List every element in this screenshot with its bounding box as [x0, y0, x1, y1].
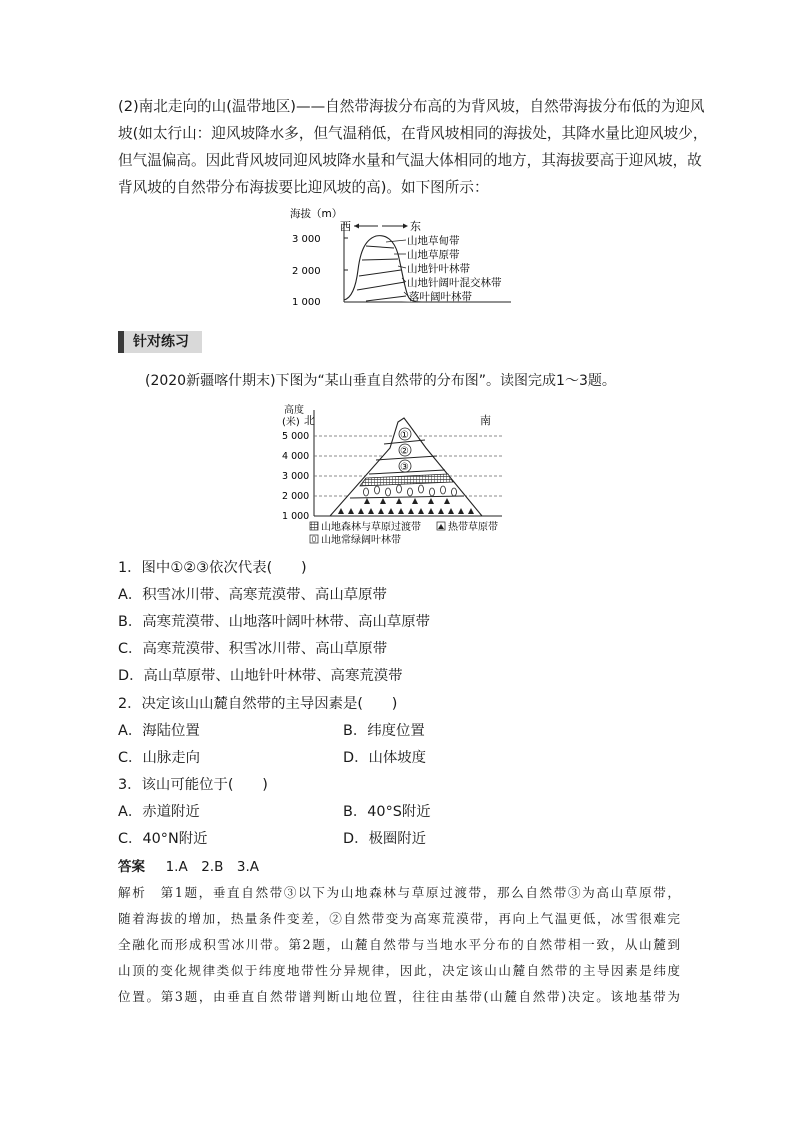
section-header [118, 331, 202, 353]
question-2-option-d: D．山体坡度 [343, 750, 427, 766]
figure1-east-arrowhead [403, 224, 408, 229]
question-3-option-a: A．赤道附近 [118, 804, 200, 820]
intro-paragraph [118, 93, 708, 201]
figure2-south-label: 南 [480, 414, 491, 427]
question-1-stem: 1．图中①②③依次代表( ) [118, 560, 307, 576]
question-intro: (2020新疆喀什期末)下图为“某山垂直自然带的分布图”。读图完成1～3题。 [145, 373, 616, 389]
figure1-zone-label: 山地针阔叶混交林带 [407, 277, 502, 289]
figure1-west-arrowhead [354, 224, 359, 229]
figure1-zone-label: 山地草甸带 [407, 235, 460, 247]
figure1-tick-label: 1 000 [292, 297, 321, 308]
answer-line [118, 857, 259, 877]
question-3-option-c: C．40°N附近 [118, 831, 208, 847]
figure2-tick-label: 4 000 [282, 451, 310, 462]
intro-line: 坡(如太行山：迎风坡降水多，但气温稍低，在背风坡相同的海拔处，其降水量比迎风坡少， [118, 125, 708, 142]
question-3-option-b: B．40°S附近 [343, 804, 431, 820]
figure2-tick-label: 2 000 [282, 491, 310, 502]
legend-label: 山地常绿阔叶林带 [321, 535, 401, 546]
question-3-option-d: D．极圈附近 [343, 831, 427, 847]
figure1-west-label: 西 [340, 220, 351, 233]
solution-line: 全融化而形成积雪冰川带。第2题，山麓自然带与当地水平分布的自然带相一致，从山麓到 [118, 937, 680, 952]
question-2-stem: 2．决定该山山麓自然带的主导因素是( ) [118, 696, 398, 712]
figure1-ylabel: 海拔（m） [290, 208, 343, 220]
section-header-bar [118, 331, 124, 353]
question-2-option-a: A．海陆位置 [118, 723, 200, 739]
answer-text: 1.A 2.B 3.A [165, 859, 259, 875]
question-1-option-d: D．高山草原带、山地针叶林带、高寒荒漠带 [118, 668, 403, 684]
figure2-tick-label: 1 000 [282, 511, 310, 522]
figure1-east-label: 东 [410, 220, 421, 233]
figure2-north-label: 北 [304, 414, 315, 427]
solution-line: 随着海拔的增加，热量条件变差，②自然带变为高寒荒漠带，再向上气温更低，冰雪很难完 [118, 911, 680, 926]
vertical-zone-figure-2 [280, 400, 510, 550]
question-1-option-a: A．积雪冰川带、高寒荒漠带、高山草原带 [118, 587, 387, 603]
figure1-zone-label: 落叶阔叶林带 [409, 291, 472, 303]
solution-line: 解析 第1题，垂直自然带③以下为山地森林与草原过渡带，那么自然带③为高山草原带， [118, 885, 680, 900]
zone-number-label: ③ [400, 462, 409, 473]
answer-label: 答案 [118, 859, 145, 875]
mountain-zone-figure-1 [286, 204, 516, 316]
figure1-tick-label: 3 000 [292, 234, 321, 245]
figure1-tick-label: 2 000 [292, 266, 321, 277]
intro-line: (2)南北走向的山(温带地区)——自然带海拔分布高的为背风坡，自然带海拔分布低的为迎风 [118, 98, 705, 115]
figure2-legend [310, 520, 498, 546]
legend-label: 热带草原带 [448, 522, 498, 533]
figure2-ylabel: 高度 [284, 405, 304, 416]
legend-swatch-transition [310, 522, 318, 530]
section-title: 针对练习 [133, 334, 189, 350]
figure2-tick-label: 3 000 [282, 471, 310, 482]
zone-number-label: ② [400, 446, 409, 457]
intro-line: 背风坡的自然带分布海拔要比迎风坡的高)。如下图所示： [118, 179, 489, 196]
figure1-zone-label: 山地针叶林带 [407, 263, 470, 275]
solution-paragraph [118, 880, 680, 1010]
figure2-tick-label: 5 000 [282, 431, 310, 442]
figure1-zone-label: 山地草原带 [407, 249, 460, 261]
solution-line: 位置。第3题，由垂直自然带谱判断山地位置，往往由基带(山麓自然带)决定。该地基带为 [118, 989, 680, 1004]
question-3-stem: 3．该山可能位于( ) [118, 777, 268, 793]
figure2-ylabel-unit: (米) [282, 417, 300, 428]
intro-line: 但气温偏高。因此背风坡同迎风坡降水量和气温大体相同的地方，其海拔要高于迎风坡，故 [118, 152, 702, 169]
solution-line: 山顶的变化规律类似于纬度地带性分异规律，因此，决定该山山麓自然带的主导因素是纬度 [118, 963, 680, 978]
question-1-option-c: C．高寒荒漠带、积雪冰川带、高山草原带 [118, 641, 388, 657]
question-2-option-c: C．山脉走向 [118, 750, 201, 766]
question-2-option-b: B．纬度位置 [343, 723, 425, 739]
legend-label: 山地森林与草原过渡带 [321, 522, 421, 533]
zone-number-label: ① [400, 430, 409, 441]
question-1-option-b: B．高寒荒漠带、山地落叶阔叶林带、高山草原带 [118, 614, 431, 630]
